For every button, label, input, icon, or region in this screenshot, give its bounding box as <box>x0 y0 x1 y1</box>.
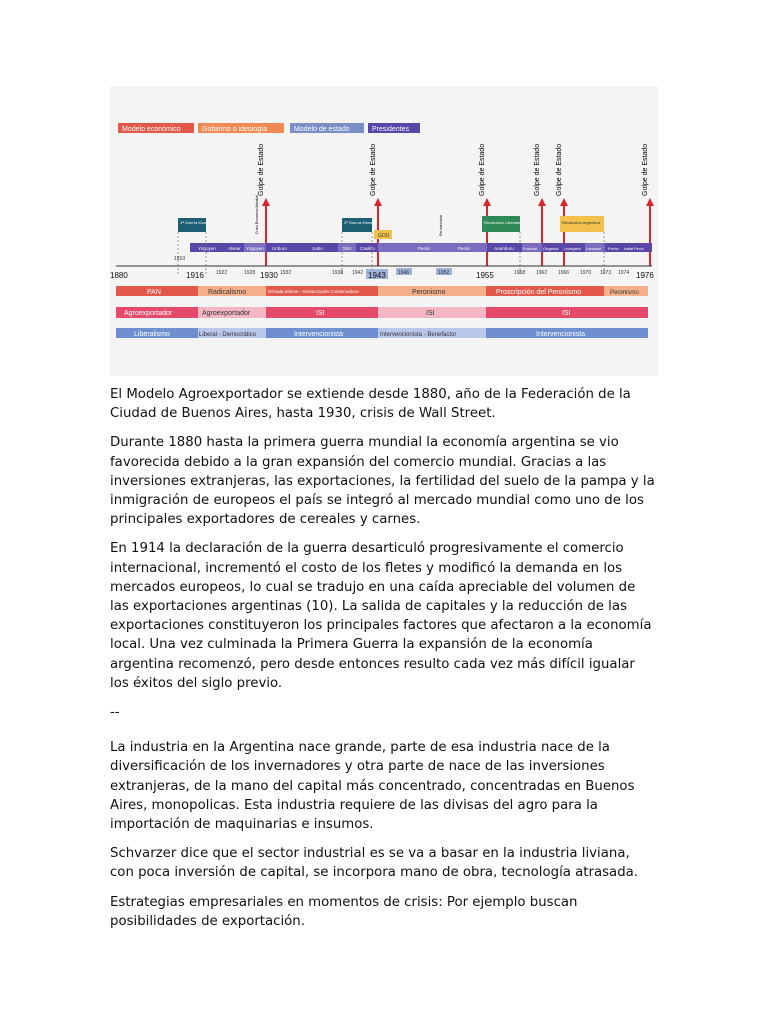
president-label: Isabel Perón <box>624 247 644 251</box>
president-label: Perón <box>418 246 431 251</box>
president-label: Frondizi <box>523 246 538 251</box>
event-guerra1: 1ª Guerra Mundial <box>180 220 213 225</box>
row-label: Liberal - Democrático <box>199 332 257 338</box>
row-modelo-estado <box>116 328 648 338</box>
row-label: Intervencionista <box>294 331 344 338</box>
row-label: ISI <box>562 310 571 317</box>
year-label: 1916 <box>186 271 204 280</box>
president-bar <box>190 243 652 252</box>
year-label: 1946 <box>398 270 410 276</box>
row-label: Proscripción del Peronismo <box>496 289 582 296</box>
row-label: Intervencionista <box>536 331 586 338</box>
paragraph: Estrategias empresariales en momentos de crisis: Por ejemplo buscan posibilidades de exportación. <box>110 894 578 929</box>
legend-modelo-economico: Modelo económico <box>122 126 181 133</box>
row-label: Radicalismo <box>208 289 247 296</box>
row-label: Peronismo <box>412 289 446 296</box>
year-label: 1922 <box>216 270 228 276</box>
year-label: 1966 <box>558 270 570 276</box>
president-label: Yrigoyen <box>198 246 216 251</box>
row-label: Intervencionista - Benefactor <box>380 332 457 338</box>
row-gobierno <box>116 286 648 296</box>
paragraph: El Modelo Agroexportador se extiende desde 1880, año de la Federación de la Ciudad de Buenos Aires, hasta 1930, crisis de Wall Street. <box>110 387 631 422</box>
year-label: 1976 <box>636 271 654 280</box>
year-label: 1932 <box>280 270 292 276</box>
president-label: Levingston <box>564 247 581 251</box>
legend <box>118 123 420 133</box>
row-label: Década Infame - Restauración Conservadora <box>268 289 359 294</box>
year-label: 1955 <box>476 271 494 280</box>
golpe-label-1966: Golpe de Estado <box>556 143 563 196</box>
president-label: Uriburu <box>272 246 287 251</box>
year-label: 1970 <box>580 270 592 276</box>
legend-gobierno: Gobierno o ideología <box>202 126 267 133</box>
year-label: 1958 <box>514 270 526 276</box>
row-label: Peronismo <box>610 290 639 296</box>
row-label: Agroexportador <box>124 310 173 317</box>
year-label: 1943 <box>368 271 386 280</box>
president-label: Ortiz <box>342 246 352 251</box>
president-label: Perón <box>458 246 471 251</box>
document-body <box>110 385 655 941</box>
timeline-image <box>110 86 658 376</box>
paragraph: En 1914 la declaración de la guerra desarticuló progresivamente el comercio internacional, incrementó el costo de los fletes y modificó la demanda en los mercados europeos, lo cual se tradujo en una caída apreciable del volumen de las exportaciones argentinas (10). La salida de capitales y la reducción de las exportaciones constituyeron los principales factores que afectaron a la economía local. Una vez culminada la Primera Guerra la expansión de la economía argentina recomenzó, pero desde entonces resulto cada vez más difícil igualar los éxitos del siglo previo. <box>110 541 652 691</box>
year-label: 1973 <box>600 270 612 276</box>
year-label: 1938 <box>332 270 344 276</box>
golpe-label-1930: Golpe de Estado <box>258 143 265 196</box>
separator: -- <box>110 705 120 721</box>
row-label: PAN <box>147 289 161 296</box>
president-label: Yrigoyen <box>246 246 264 251</box>
paragraph: La industria en la Argentina nace grande, parte de esa industria nace de la diversificación de los invernadores y otra parte de nace de las inversiones extranjeras, de la mano del capital más concentrado, concentradas en Buenos Aires, monopolicas. Esta industria requiere de las divisas del agro para la importación de maquinarias e insumos. <box>110 740 635 833</box>
president-label: Castillo <box>360 246 375 251</box>
paragraph: Durante 1880 hasta la primera guerra mundial la economía argentina se vio favorecida debido a la gran expansión del comercio mundial. Gracias a las inversiones extranjeras, las exportaciones, la fertilidad del suelo de la pampa y la inmigración de europeos el país se integró al mercado mundial como uno de los principales exportadores de cereales y carnes. <box>110 435 655 528</box>
golpe-label-1976: Golpe de Estado <box>642 143 649 196</box>
event-argentina: Revolución Argentina <box>562 220 600 225</box>
year-label: 1880 <box>110 271 128 280</box>
event-libertadora: Revolución Libertadora <box>484 220 526 225</box>
legend-presidentes: Presidentes <box>372 126 409 133</box>
president-label: Onganía <box>543 246 559 251</box>
president-label: Lanusse <box>586 246 602 251</box>
president-label: Alvear <box>228 246 241 251</box>
year-label: 1974 <box>618 270 630 276</box>
event-boxes <box>178 195 604 239</box>
president-label: Perón <box>608 246 619 251</box>
golpe-label-1943: Golpe de Estado <box>370 143 377 196</box>
golpe-label-1955: Golpe de Estado <box>479 143 486 196</box>
year-label: 1930 <box>260 271 278 280</box>
golpe-label-1962: Golpe de Estado <box>534 143 541 196</box>
main-years <box>110 269 654 280</box>
event-gou: GOU <box>378 233 390 239</box>
event-guerra2: 2ª Guerra Mundial <box>344 220 377 225</box>
year-label: 1962 <box>536 270 548 276</box>
year-label: 1942 <box>352 270 364 276</box>
year-label: 1910 <box>174 256 186 262</box>
row-label: Liberalismo <box>134 331 170 338</box>
president-label: Justo <box>312 246 323 251</box>
event-crisis: Crisis Economía Mundial <box>255 195 259 234</box>
row-label: Agroexportador <box>202 310 251 317</box>
president-label: Aramburu <box>494 246 514 251</box>
year-label: 1952 <box>438 270 450 276</box>
event-reeleccion: Re-elección <box>438 214 443 236</box>
row-label: ISI <box>426 310 435 317</box>
legend-modelo-estado: Modelo de estado <box>294 126 350 133</box>
paragraph: Schvarzer dice que el sector industrial es se va a basar en la industria liviana, con poca inversión de capital, se incorpora mano de obra, tecnología atrasada. <box>110 846 639 881</box>
year-label: 1928 <box>244 270 256 276</box>
row-modelo-economico <box>116 307 648 318</box>
row-label: ISI <box>316 310 325 317</box>
